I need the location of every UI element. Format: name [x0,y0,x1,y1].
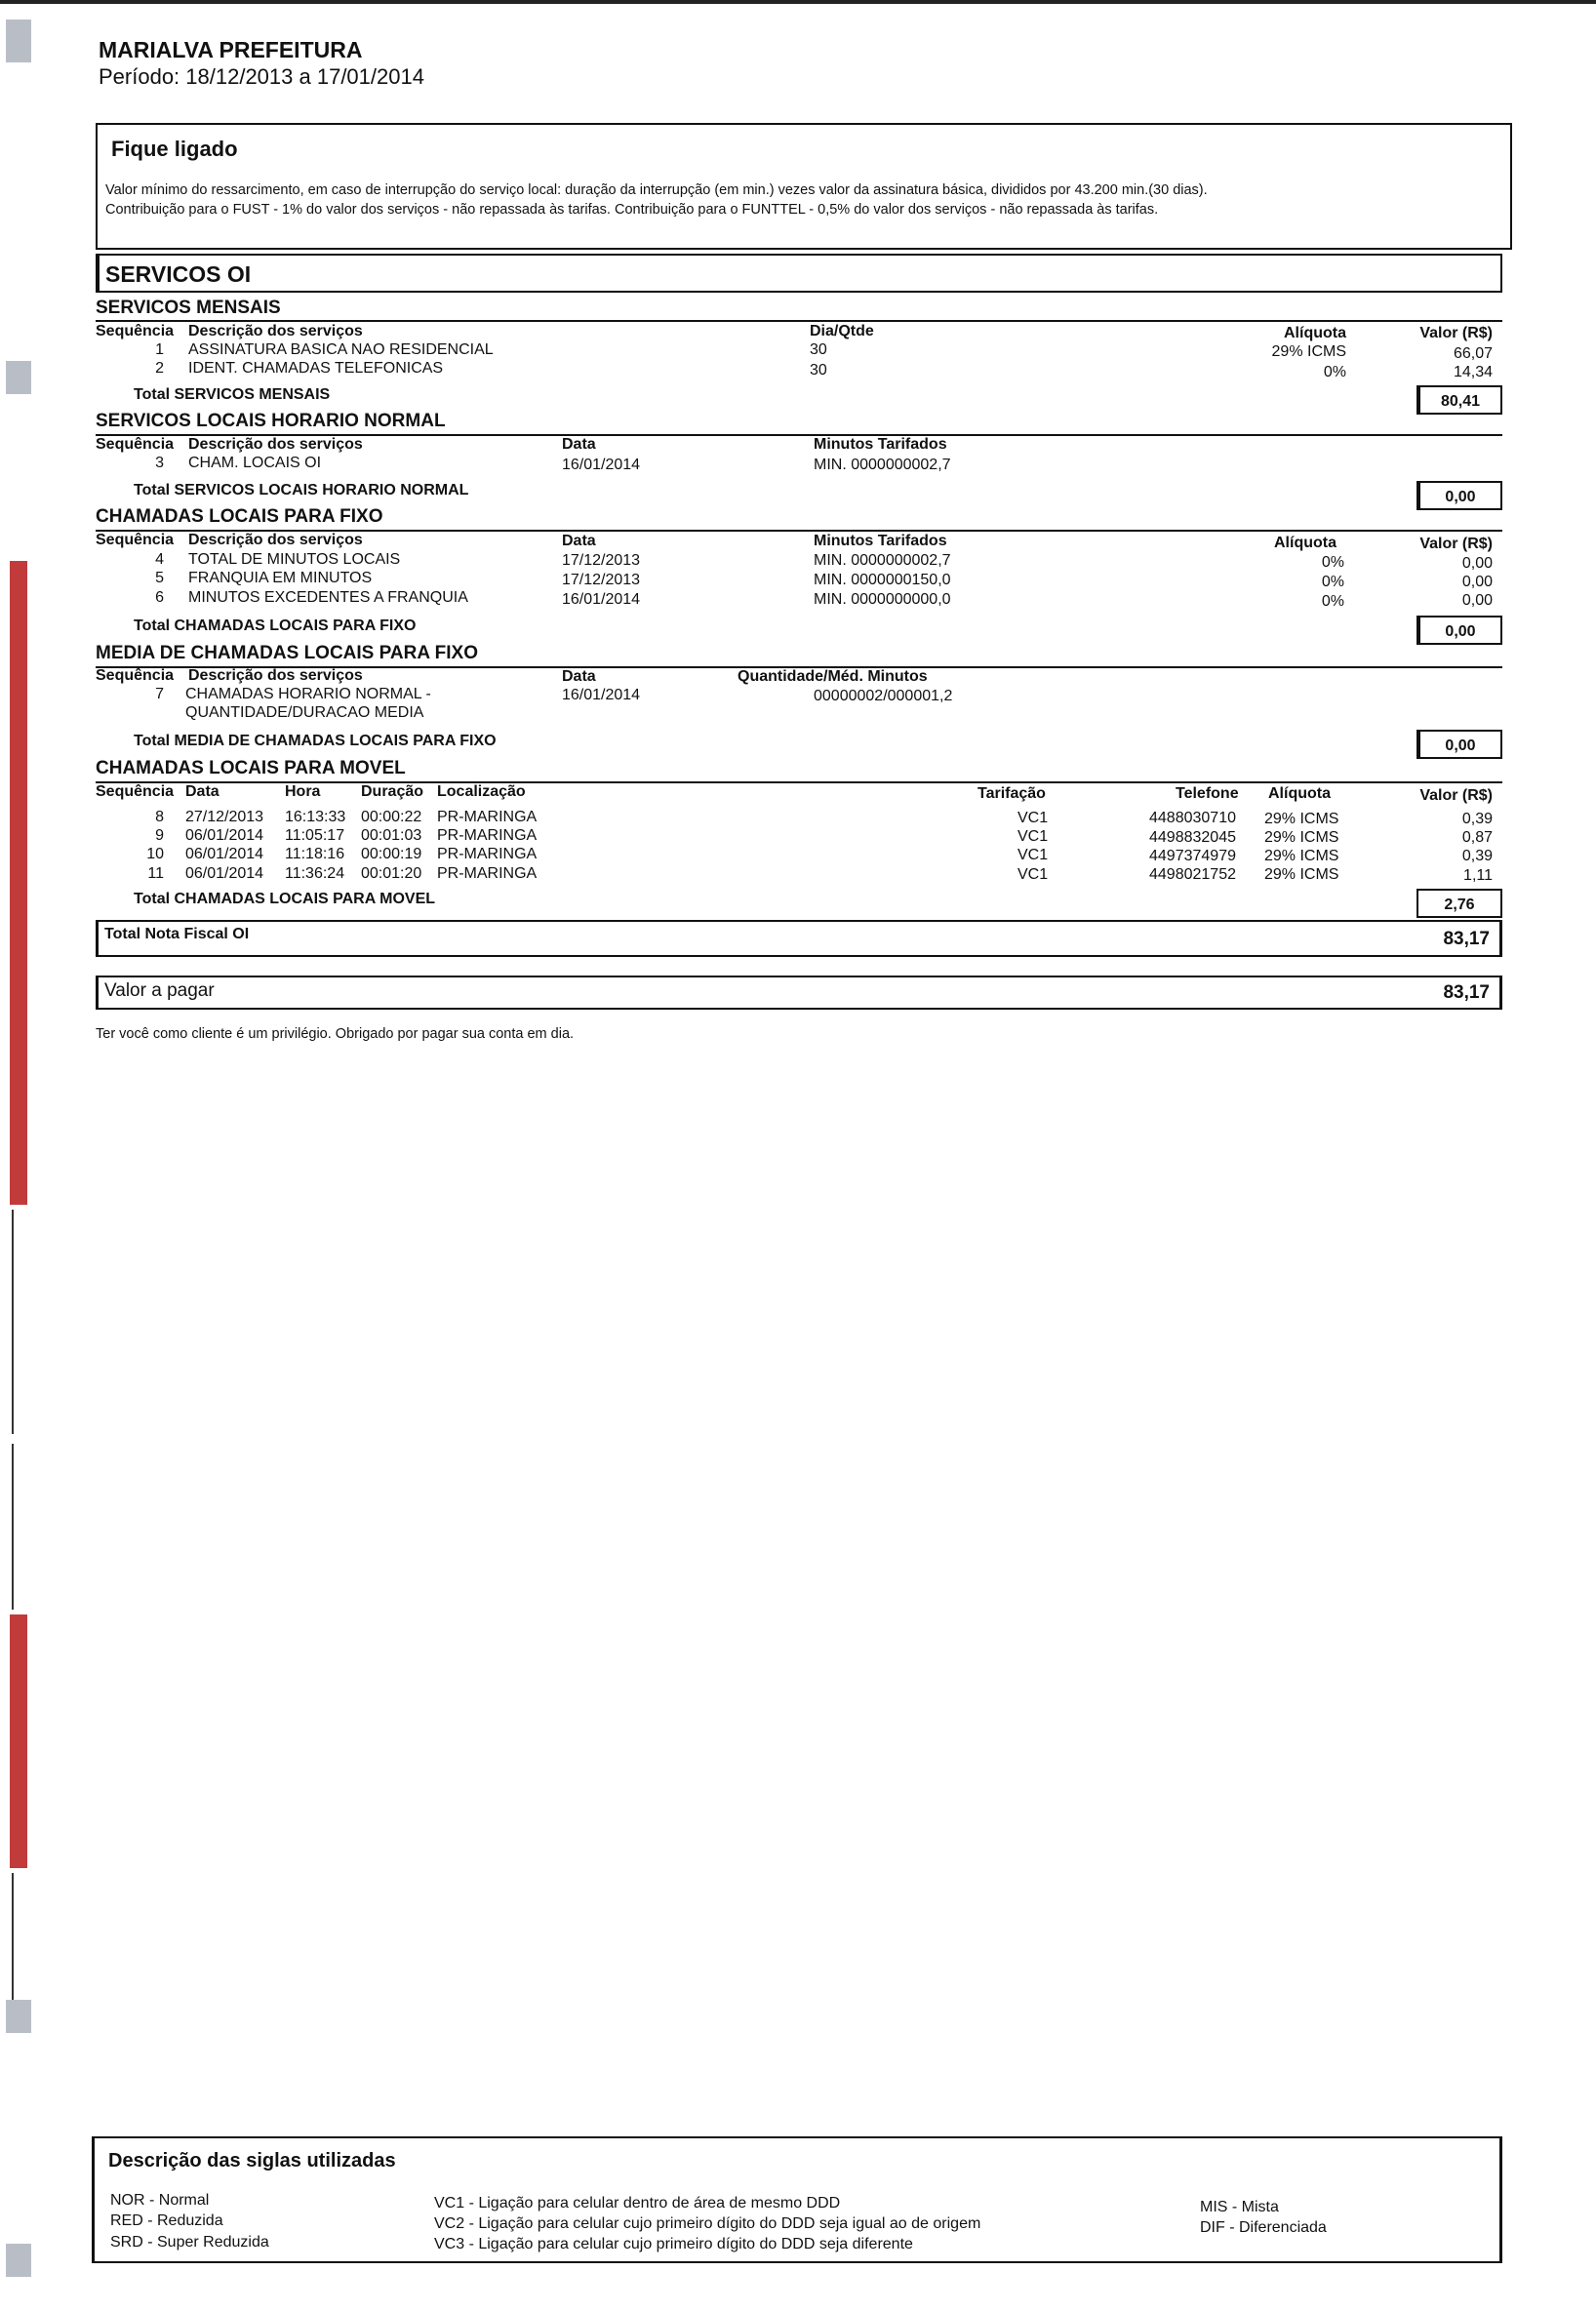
total-label-horario-normal: Total SERVICOS LOCAIS HORARIO NORMAL [134,482,469,498]
col-header-aliq: Alíquota [1284,325,1346,341]
total-value-movel: 2,76 [1416,889,1502,918]
col-header-seq: Sequência [96,667,175,684]
scan-line [12,1444,14,1610]
row-loc: PR-MARINGA [437,827,538,844]
row-tel: 4498832045 [1149,829,1236,846]
legend-item: RED - Reduzida [110,2212,223,2229]
col-header-seq: Sequência [96,532,175,548]
col-header-tel: Telefone [1176,785,1239,802]
col-header-desc: Descrição dos serviços [188,532,363,548]
col-header-desc: Descrição dos serviços [188,323,363,339]
row-aliq: 0% [1323,364,1346,380]
legend-item: NOR - Normal [110,2192,210,2209]
billing-period: Período: 18/12/2013 a 17/01/2014 [99,64,424,89]
row-data: 16/01/2014 [562,591,641,608]
scan-line [12,1210,14,1434]
row-aliq: 0% [1321,554,1344,571]
row-tel: 4497374979 [1149,848,1236,864]
col-header-seq: Sequência [96,436,175,453]
row-hora: 11:05:17 [285,827,345,844]
col-header-data: Data [562,533,596,549]
col-header-seq: Sequência [96,783,175,800]
row-dur: 00:01:03 [361,827,422,844]
legend-item: VC1 - Ligação para celular dentro de área de mesmo DDD [434,2195,841,2211]
row-desc: CHAM. LOCAIS OI [188,455,322,471]
row-min: MIN. 0000000002,7 [814,552,951,569]
row-valor: 66,07 [1453,345,1493,362]
row-tarif: VC1 [1017,810,1049,826]
col-header-valor: Valor (R$) [1419,536,1493,552]
row-aliq: 0% [1321,593,1344,610]
company-title: MARIALVA PREFEITURA [99,37,363,62]
row-seq: 1 [155,341,164,358]
col-header-desc: Descrição dos serviços [188,667,363,684]
col-header-data: Data [185,783,219,800]
row-min: MIN. 0000000000,0 [814,591,951,608]
legend-item: DIF - Diferenciada [1200,2219,1327,2236]
col-header-aliq: Alíquota [1268,785,1331,802]
row-min: MIN. 0000000002,7 [814,457,951,473]
nota-fiscal-value: 83,17 [1443,929,1490,949]
row-qty: 00000002/000001,2 [814,688,953,704]
row-min: MIN. 0000000150,0 [814,572,951,588]
section-title-locais-fixo: CHAMADAS LOCAIS PARA FIXO [96,506,383,527]
row-desc: CHAMADAS HORARIO NORMAL - [185,686,431,702]
nota-fiscal-box [96,920,1502,957]
row-valor: 0,00 [1461,574,1493,590]
scan-mark [6,20,31,62]
row-valor: 0,87 [1461,829,1493,846]
row-seq: 9 [155,827,164,844]
total-label-media-fixo: Total MEDIA DE CHAMADAS LOCAIS PARA FIXO [134,733,497,749]
total-label-locais-fixo: Total CHAMADAS LOCAIS PARA FIXO [134,618,417,634]
row-data: 06/01/2014 [185,846,264,862]
row-loc: PR-MARINGA [437,809,538,825]
notice-line-1: Valor mínimo do ressarcimento, em caso de interrupção do serviço local: duração da interrupção (em min.) vezes valor da assinatura básica, divididos por 43.200 min.(30 dias). [105,182,1208,198]
row-hora: 11:36:24 [285,865,345,882]
total-value-horario-normal: 0,00 [1416,481,1502,510]
row-valor: 14,34 [1453,364,1493,380]
services-title: SERVICOS OI [105,261,252,287]
thank-you-message: Ter você como cliente é um privilégio. Obrigado por pagar sua conta em dia. [96,1026,575,1042]
row-desc: FRANQUIA EM MINUTOS [188,570,373,586]
row-desc: MINUTOS EXCEDENTES A FRANQUIA [188,589,468,606]
row-seq: 10 [146,846,164,862]
row-data: 06/01/2014 [185,865,264,882]
col-header-data: Data [562,436,596,453]
row-qty: 30 [810,362,827,379]
row-hora: 16:13:33 [285,809,346,825]
legend-item: VC3 - Ligação para celular cujo primeiro dígito do DDD seja diferente [434,2236,913,2252]
scan-mark [6,2244,31,2277]
total-label-mensais: Total SERVICOS MENSAIS [134,386,331,403]
col-header-tarif: Tarifação [978,785,1046,802]
row-aliq: 29% ICMS [1264,848,1339,864]
row-seq: 8 [155,809,164,825]
notice-text [105,180,1208,219]
scan-line [12,1873,14,2000]
total-label-movel: Total CHAMADAS LOCAIS PARA MOVEL [134,891,436,907]
total-value-locais-fixo: 0,00 [1416,616,1502,645]
row-desc: IDENT. CHAMADAS TELEFONICAS [188,360,444,377]
total-value-mensais: 80,41 [1416,385,1502,415]
section-title-media-fixo: MEDIA DE CHAMADAS LOCAIS PARA FIXO [96,643,478,663]
row-valor: 1,11 [1463,867,1493,884]
col-header-qty: Quantidade/Méd. Minutos [738,668,928,685]
nota-fiscal-label: Total Nota Fiscal OI [104,926,250,942]
amount-due-label: Valor a pagar [104,980,215,1001]
row-data: 06/01/2014 [185,827,264,844]
notice-line-2: Contribuição para o FUST - 1% do valor dos serviços - não repassada às tarifas. Contribuição para o FUNTTEL - 0,5% do valor dos serviços - não repassada às tarifas. [105,202,1159,218]
legend-box [92,2136,1502,2263]
notice-title: Fique ligado [111,137,238,161]
row-aliq: 0% [1321,574,1344,590]
row-dur: 00:00:22 [361,809,422,825]
row-data: 27/12/2013 [185,809,264,825]
row-desc-continued: QUANTIDADE/DURACAO MEDIA [185,704,424,721]
row-aliq: 29% ICMS [1264,866,1339,883]
legend-item: MIS - Mista [1200,2199,1279,2215]
row-valor: 0,00 [1461,555,1493,572]
legend-item: SRD - Super Reduzida [110,2234,269,2251]
section-title-movel: CHAMADAS LOCAIS PARA MOVEL [96,758,406,778]
col-header-aliq: Alíquota [1274,535,1337,551]
scan-top-edge [0,0,1596,4]
col-header-desc: Descrição dos serviços [188,436,363,453]
services-header-box [96,254,1502,293]
row-hora: 11:18:16 [285,846,345,862]
section-title-mensais: SERVICOS MENSAIS [96,298,281,318]
row-tarif: VC1 [1017,847,1049,863]
row-dur: 00:00:19 [361,846,422,862]
col-header-valor: Valor (R$) [1419,325,1493,341]
row-tarif: VC1 [1017,866,1049,883]
section-title-horario-normal: SERVICOS LOCAIS HORARIO NORMAL [96,411,446,431]
notice-box [96,123,1512,250]
col-header-hora: Hora [285,783,321,800]
row-aliq: 29% ICMS [1271,343,1346,360]
row-valor: 0,39 [1461,848,1493,864]
col-header-dur: Duração [361,783,424,800]
row-tarif: VC1 [1017,828,1049,845]
row-qty: 30 [810,341,827,358]
row-seq: 6 [155,589,164,606]
col-header-min: Minutos Tarifados [814,436,947,453]
row-seq: 3 [155,455,164,471]
section-rule [96,320,1502,322]
row-valor: 0,39 [1461,811,1493,827]
row-loc: PR-MARINGA [437,865,538,882]
col-header-qty: Dia/Qtde [810,323,874,339]
row-loc: PR-MARINGA [437,846,538,862]
amount-due-value: 83,17 [1443,982,1490,1003]
total-value-media-fixo: 0,00 [1416,730,1502,759]
row-dur: 00:01:20 [361,865,422,882]
row-desc: ASSINATURA BASICA NAO RESIDENCIAL [188,341,494,358]
row-seq: 4 [155,551,164,568]
scan-red-strip [10,561,27,1205]
row-seq: 2 [155,360,164,377]
legend-item: VC2 - Ligação para celular cujo primeiro dígito do DDD seja igual ao de origem [434,2215,981,2232]
scan-red-strip [10,1614,27,1868]
col-header-seq: Sequência [96,323,175,339]
row-seq: 7 [155,686,164,702]
row-seq: 5 [155,570,164,586]
row-data: 16/01/2014 [562,687,641,703]
row-seq: 11 [147,865,164,882]
row-tel: 4488030710 [1149,810,1236,826]
col-header-loc: Localização [437,783,526,800]
scan-mark [6,361,31,394]
row-aliq: 29% ICMS [1264,829,1339,846]
row-data: 17/12/2013 [562,552,641,569]
row-aliq: 29% ICMS [1264,811,1339,827]
col-header-valor: Valor (R$) [1419,787,1493,804]
col-header-min: Minutos Tarifados [814,533,947,549]
row-data: 17/12/2013 [562,572,641,588]
row-desc: TOTAL DE MINUTOS LOCAIS [188,551,401,568]
row-tel: 4498021752 [1149,866,1236,883]
col-header-data: Data [562,668,596,685]
row-valor: 0,00 [1461,592,1493,609]
amount-due-box [96,976,1502,1010]
legend-title: Descrição das siglas utilizadas [108,2150,396,2172]
scan-mark [6,2000,31,2033]
row-data: 16/01/2014 [562,457,641,473]
